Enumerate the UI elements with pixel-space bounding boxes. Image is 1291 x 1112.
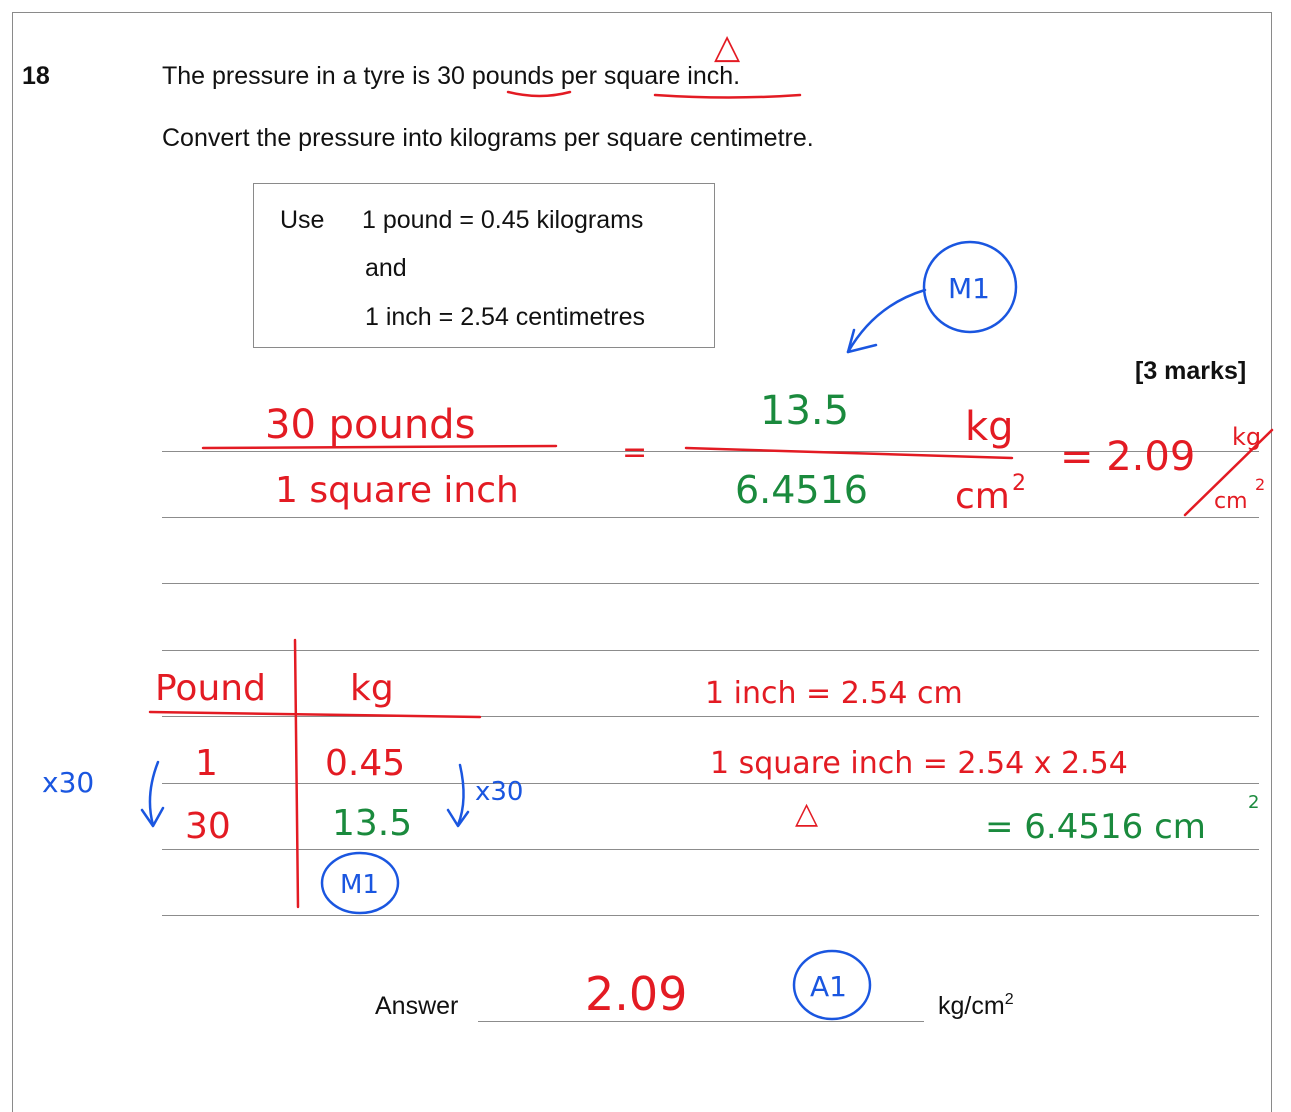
- fraction2-bar: [686, 448, 1012, 458]
- table-header-pound: Pound: [155, 668, 266, 709]
- inch-conversion: 1 inch = 2.54 centimetres: [365, 303, 646, 331]
- m1-table-mark: M1: [340, 870, 379, 900]
- warning-symbol: △: [714, 27, 741, 67]
- question-stem: The pressure in a tyre is 30 pounds per square inch.: [162, 62, 741, 90]
- pound-conversion: 1 pound = 0.45 kilograms: [362, 206, 644, 234]
- square-inch-result: = 6.4516 cm: [985, 807, 1206, 847]
- question-number: 18: [22, 62, 50, 90]
- unit-kg: kg: [965, 404, 1014, 450]
- table-row2-kg: 13.5: [332, 803, 413, 844]
- m1-arrow: [848, 290, 925, 352]
- left-multiplier: x30: [42, 766, 95, 799]
- unit-cm: cm: [955, 476, 1010, 517]
- left-multiplier-arrow: [150, 762, 158, 825]
- right-multiplier: x30: [475, 777, 524, 807]
- square-inch-working: 1 square inch = 2.54 x 2.54: [710, 746, 1128, 781]
- pounds-underline: [508, 92, 570, 96]
- fraction1-denominator: 1 square inch: [275, 470, 519, 511]
- m1-mark: M1: [948, 272, 990, 305]
- table-header-kg: kg: [350, 668, 394, 709]
- answer-value: 2.09: [585, 967, 688, 1021]
- table-horizontal-rule: [150, 712, 480, 717]
- fraction2-denominator: 6.4516: [735, 468, 868, 512]
- result-unit-squared: 2: [1255, 475, 1266, 494]
- fraction1-numerator: 30 pounds: [265, 402, 476, 448]
- right-multiplier-arrow: [458, 765, 464, 825]
- table-vertical-rule: [295, 640, 298, 907]
- square-inch-result-squared: 2: [1248, 792, 1260, 813]
- fraction2-numerator: 13.5: [760, 388, 850, 434]
- square-inch-underline: [655, 95, 800, 98]
- fraction1-bar: [203, 446, 556, 448]
- marks-label: [3 marks]: [1135, 357, 1247, 385]
- question-instruction: Convert the pressure into kilograms per square centimetre.: [162, 124, 814, 152]
- warning-symbol-2: △: [795, 796, 819, 831]
- table-row2-pound: 30: [185, 806, 231, 847]
- use-label: Use: [280, 206, 325, 234]
- result-unit-cm: cm: [1214, 489, 1248, 514]
- result-unit-kg: kg: [1232, 423, 1262, 451]
- answer-unit: $kg/cm^2$: [938, 991, 1014, 1020]
- a1-mark: A1: [810, 970, 847, 1003]
- inch-conversion-working: 1 inch = 2.54 cm: [705, 676, 963, 711]
- result-value: = 2.09: [1060, 434, 1196, 480]
- answer-label: Answer: [375, 992, 459, 1020]
- equals-sign: =: [622, 435, 648, 470]
- and-label: and: [365, 254, 407, 282]
- unit-squared: 2: [1012, 471, 1026, 496]
- table-row1-pound: 1: [195, 743, 218, 784]
- table-row1-kg: 0.45: [325, 743, 406, 784]
